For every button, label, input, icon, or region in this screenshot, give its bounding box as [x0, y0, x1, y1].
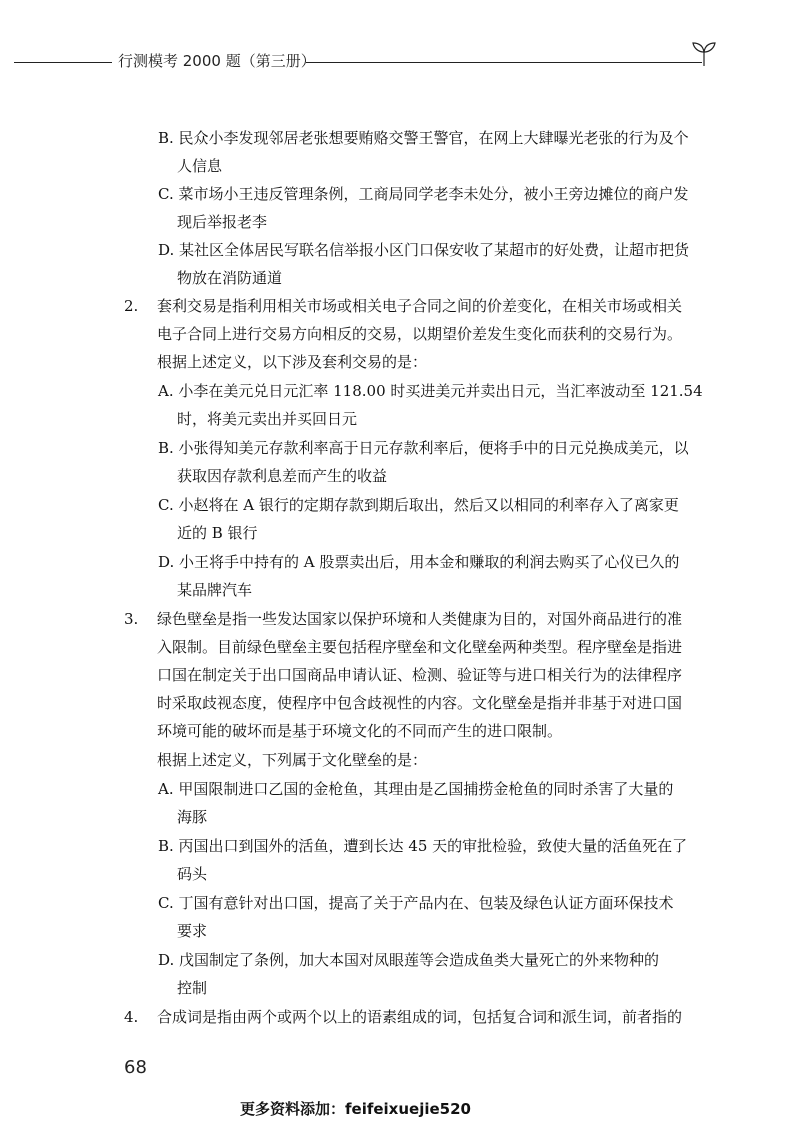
- page-number: 68: [124, 1057, 147, 1078]
- q2-option-d-cont: 某品牌汽车: [177, 581, 253, 599]
- q2-option-c-cont: 近的 B 银行: [177, 524, 258, 542]
- q3-option-a-cont: 海豚: [177, 808, 208, 826]
- q4-stem-line: 合成词是指由两个或两个以上的语素组成的词，包括复合词和派生词，前者指的: [157, 1008, 683, 1026]
- q3-stem-line: 入限制。目前绿色壁垒主要包括程序壁垒和文化壁垒两种类型。程序壁垒是指进: [157, 638, 683, 656]
- q1-option-b: B. 民众小李发现邻居老张想要贿赂交警王警官，在网上大肆曝光老张的行为及个: [158, 129, 689, 147]
- q3-option-d-cont: 控制: [177, 979, 208, 997]
- q3-stem-line: 环境可能的破坏而是基于环境文化的不同而产生的进口限制。: [157, 722, 563, 740]
- header-rule-right: [306, 62, 702, 63]
- q2-option-c: C. 小赵将在 A 银行的定期存款到期后取出，然后又以相同的利率存入了离家更: [158, 496, 679, 514]
- q2-stem-line: 根据上述定义，以下涉及套利交易的是：: [157, 353, 428, 371]
- q2-option-a: A. 小李在美元兑日元汇率 118.00 时买进美元并卖出日元，当汇率波动至 121.54: [158, 382, 703, 400]
- q2-option-d: D. 小王将手中持有的 A 股票卖出后，用本金和赚取的利润去购买了心仪已久的: [158, 553, 680, 571]
- q2-option-b: B. 小张得知美元存款利率高于日元存款利率后，便将手中的日元兑换成美元，以: [158, 439, 689, 457]
- q3-number: 3.: [124, 610, 139, 628]
- q1-option-c: C. 菜市场小王违反管理条例，工商局同学老李未处分，被小王旁边摊位的商户发: [158, 185, 689, 203]
- q2-option-a-cont: 时，将美元卖出并买回日元: [177, 410, 358, 428]
- footer-note: 更多资料添加：feifeixuejie520: [240, 1100, 471, 1118]
- q4-number: 4.: [124, 1008, 139, 1026]
- q1-option-d: D. 某社区全体居民写联名信举报小区门口保安收了某超市的好处费，让超市把货: [158, 241, 690, 259]
- q2-stem-line: 电子合同上进行交易方向相反的交易，以期望价差发生变化而获利的交易行为。: [157, 325, 683, 343]
- q1-option-b-cont: 人信息: [177, 157, 223, 175]
- q3-stem-line: 绿色壁垒是指一些发达国家以保护环境和人类健康为目的，对国外商品进行的准: [157, 610, 683, 628]
- q2-stem-line: 套利交易是指利用相关市场或相关电子合同之间的价差变化，在相关市场或相关: [157, 297, 683, 315]
- q3-option-b: B. 丙国出口到国外的活鱼，遭到长达 45 天的审批检验，致使大量的活鱼死在了: [158, 837, 688, 855]
- page-header: [0, 40, 800, 80]
- q3-option-b-cont: 码头: [177, 865, 208, 883]
- q3-stem-line: 时采取歧视态度，使程序中包含歧视性的内容。文化壁垒是指并非基于对进口国: [157, 694, 683, 712]
- q1-option-c-cont: 现后举报老李: [177, 213, 268, 231]
- q3-option-a: A. 甲国限制进口乙国的金枪鱼，其理由是乙国捕捞金枪鱼的同时杀害了大量的: [158, 780, 674, 798]
- book-title: 行测模考 2000 题（第三册）: [118, 52, 316, 70]
- q1-option-d-cont: 物放在消防通道: [177, 269, 283, 287]
- sprout-icon: [690, 40, 718, 66]
- q3-option-c: C. 丁国有意针对出口国，提高了关于产品内在、包装及绿色认证方面环保技术: [158, 894, 674, 912]
- q3-option-c-cont: 要求: [177, 922, 208, 940]
- q2-number: 2.: [124, 297, 139, 315]
- q3-stem-line: 口国在制定关于出口国商品申请认证、检测、验证等与进口相关行为的法律程序: [157, 666, 683, 684]
- q3-stem-line: 根据上述定义，下列属于文化壁垒的是：: [157, 751, 428, 769]
- q2-option-b-cont: 获取因存款利息差而产生的收益: [177, 467, 388, 485]
- header-rule-left: [14, 62, 112, 63]
- q3-option-d: D. 戊国制定了条例，加大本国对凤眼莲等会造成鱼类大量死亡的外来物种的: [158, 951, 660, 969]
